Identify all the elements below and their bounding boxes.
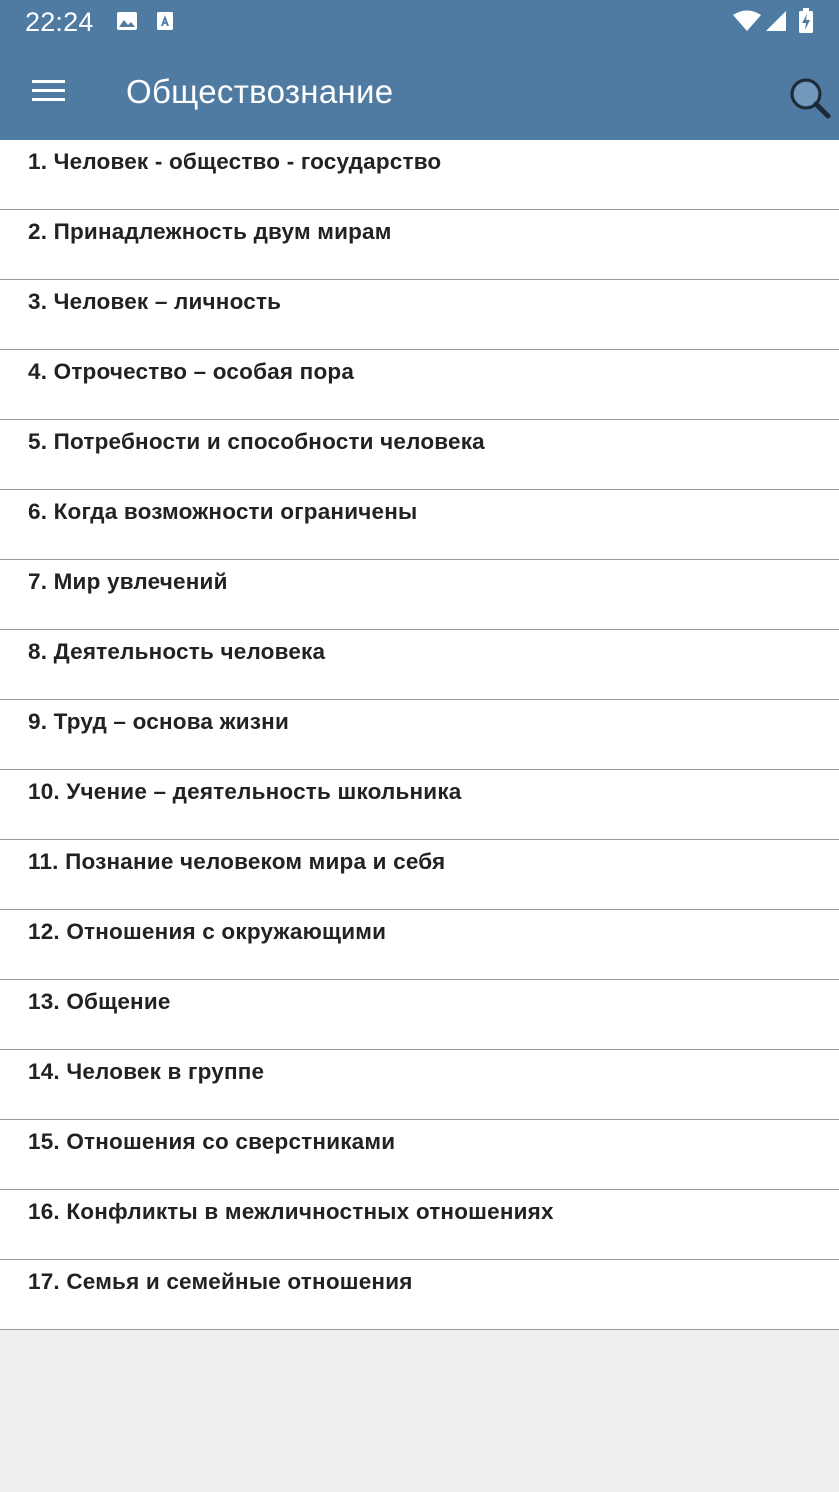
list-item[interactable] <box>0 140 839 210</box>
translate-icon <box>156 11 174 31</box>
list-item-label: 1. Человек - общество - государство <box>28 149 442 174</box>
list-item[interactable] <box>0 560 839 630</box>
list-item-label: 16. Конфликты в межличностных отношениях <box>28 1199 554 1224</box>
list-item[interactable] <box>0 1190 839 1260</box>
list-item-label: 5. Потребности и способности человека <box>28 429 485 454</box>
list-item[interactable] <box>0 1050 839 1120</box>
list-item-label: 10. Учение – деятельность школьника <box>28 779 462 804</box>
list-item-label: 14. Человек в группе <box>28 1059 265 1084</box>
list-item-label: 12. Отношения с окружающими <box>28 919 387 944</box>
list-item[interactable] <box>0 490 839 560</box>
list-item-label: 6. Когда возможности ограничены <box>28 499 418 524</box>
status-bar <box>0 0 839 44</box>
list-item[interactable] <box>0 700 839 770</box>
list-item-label: 8. Деятельность человека <box>28 639 326 664</box>
list-item[interactable] <box>0 770 839 840</box>
status-time: 22:24 <box>25 7 94 37</box>
image-icon <box>116 11 138 31</box>
page-title: Обществознание <box>126 73 394 110</box>
search-icon <box>786 74 834 122</box>
list-item-label: 7. Мир увлечений <box>28 569 228 594</box>
list-item-label: 13. Общение <box>28 989 171 1014</box>
list-item[interactable] <box>0 280 839 350</box>
app-bar <box>0 44 839 140</box>
list-item[interactable] <box>0 630 839 700</box>
wifi-icon <box>732 10 762 32</box>
list-item[interactable] <box>0 840 839 910</box>
list-item[interactable] <box>0 350 839 420</box>
list-item-label: 11. Познание человеком мира и себя <box>28 849 446 874</box>
list-item-label: 4. Отрочество – особая пора <box>28 359 355 384</box>
menu-button[interactable] <box>28 70 70 112</box>
list-item[interactable] <box>0 210 839 280</box>
cellular-signal-icon <box>765 10 787 32</box>
list-item[interactable] <box>0 910 839 980</box>
battery-charging-icon <box>798 8 814 34</box>
list-item-label: 17. Семья и семейные отношения <box>28 1269 413 1294</box>
list-item[interactable] <box>0 1260 839 1330</box>
list-item[interactable] <box>0 420 839 490</box>
list-item-label: 2. Принадлежность двум мирам <box>28 219 392 244</box>
list-item-label: 3. Человек – личность <box>28 289 282 314</box>
topic-list <box>0 140 839 1330</box>
hamburger-menu-icon <box>28 70 70 112</box>
list-item-label: 15. Отношения со сверстниками <box>28 1129 396 1154</box>
list-item[interactable] <box>0 1120 839 1190</box>
search-button[interactable] <box>786 74 834 122</box>
list-item-label: 9. Труд – основа жизни <box>28 709 289 734</box>
list-item[interactable] <box>0 980 839 1050</box>
